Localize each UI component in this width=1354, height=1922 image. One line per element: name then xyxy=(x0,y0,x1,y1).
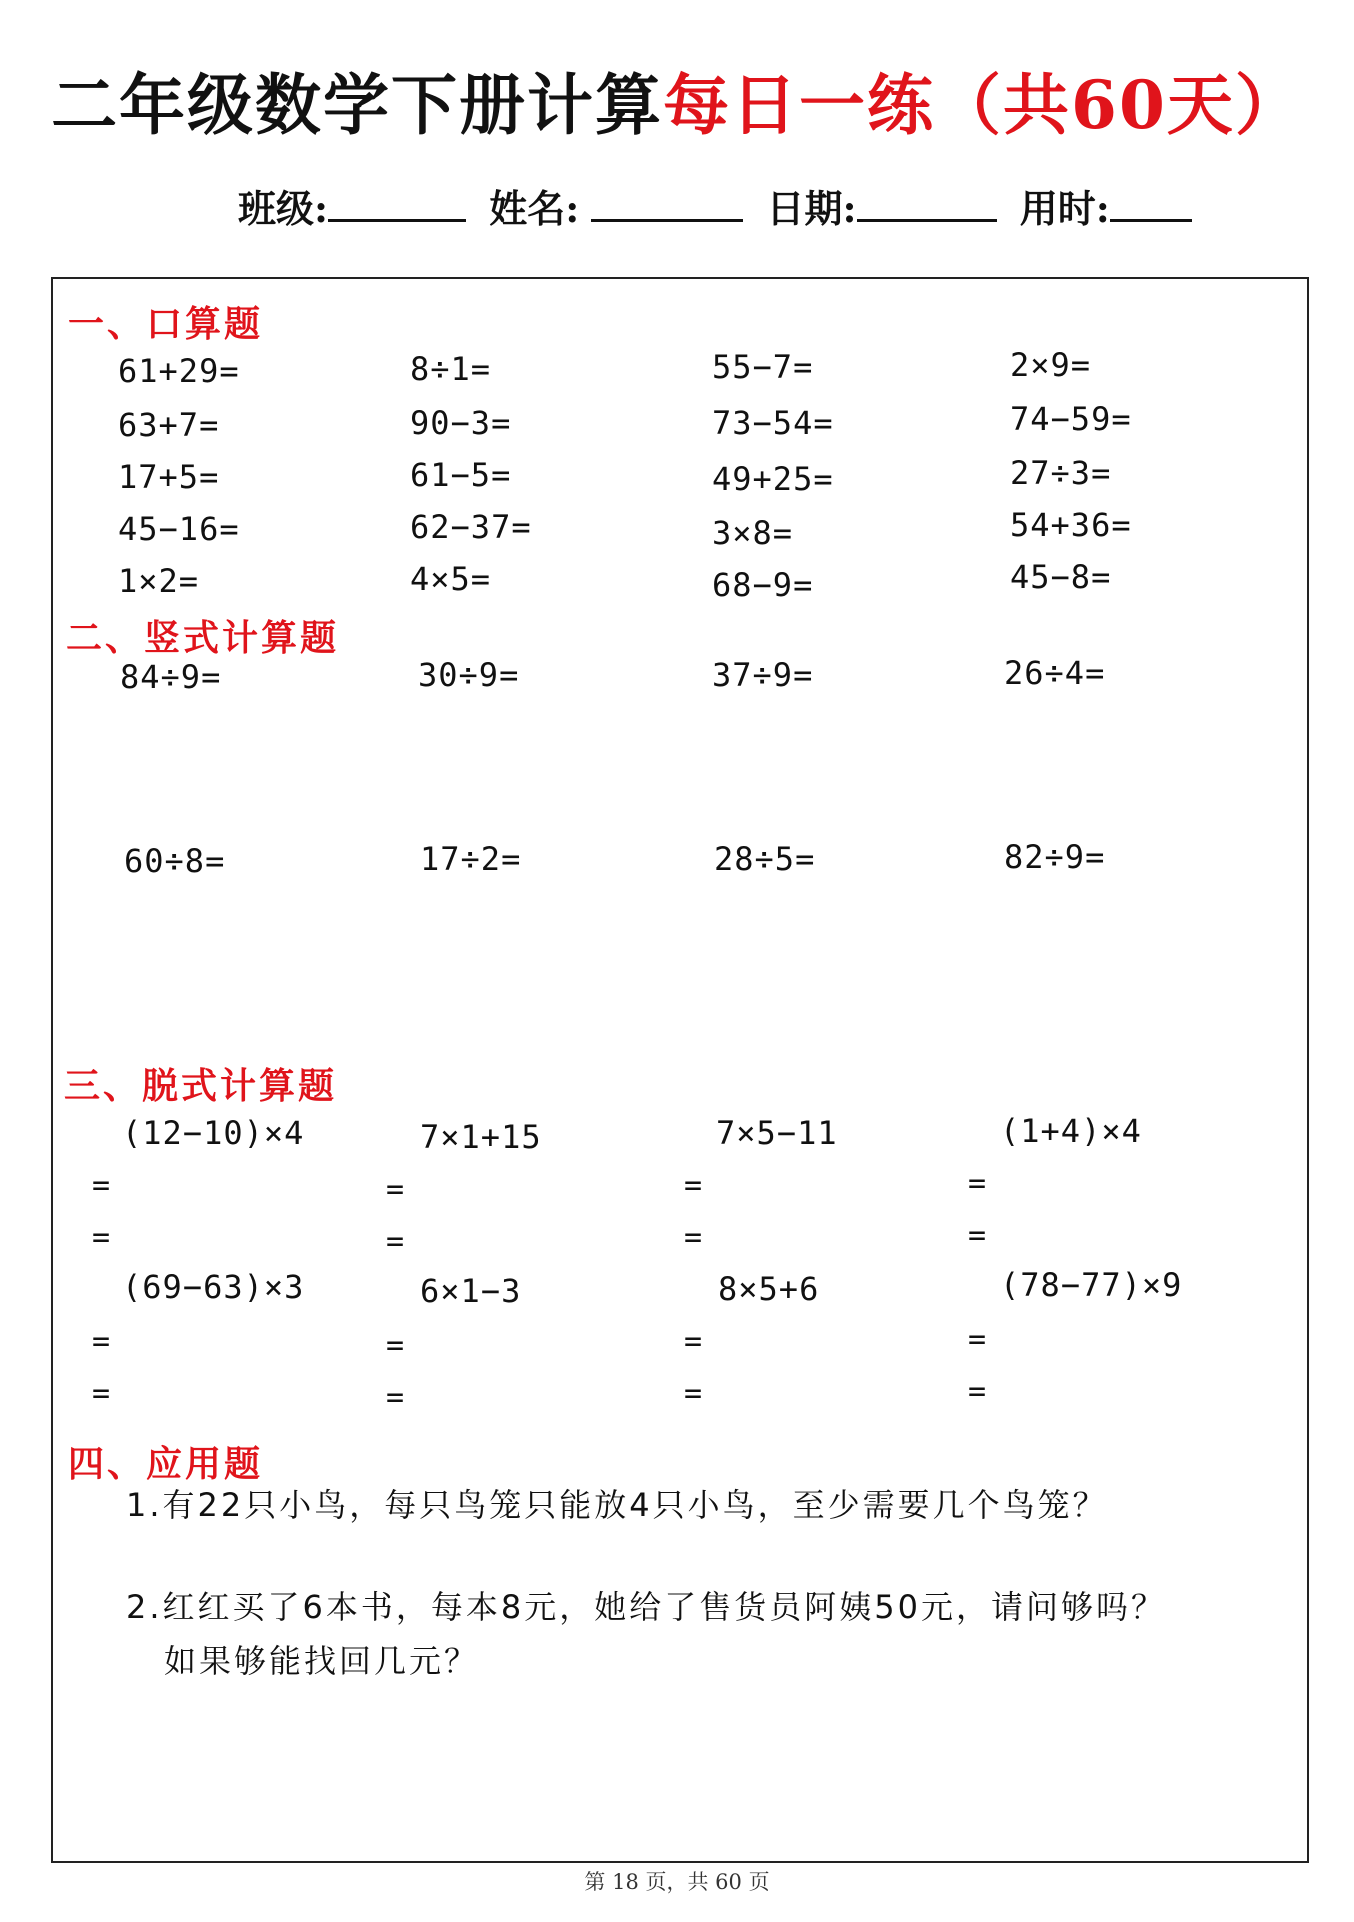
vertical-problem: 82÷9= xyxy=(1004,838,1106,876)
vertical-problem: 26÷4= xyxy=(1004,654,1106,692)
time-label: 用时: xyxy=(1019,186,1110,231)
vertical-problem: 37÷9= xyxy=(712,656,814,694)
oral-problem: 17+5= xyxy=(118,458,220,496)
equals-sign: = xyxy=(968,1322,987,1357)
oral-problem: 49+25= xyxy=(712,460,834,498)
stepwise-problem: (1+4)×4 xyxy=(1000,1112,1142,1150)
word-problem-2: 2.红红买了6本书，每本8元，她给了售货员阿姨50元，请问够吗？ xyxy=(126,1588,1166,1626)
oral-problem: 3×8= xyxy=(712,514,794,552)
equals-sign: = xyxy=(92,1220,111,1255)
equals-sign: = xyxy=(386,1328,405,1363)
oral-problem: 54+36= xyxy=(1010,506,1132,544)
section-oral-heading: 一、口算题 xyxy=(68,303,264,345)
oral-problem: 61−5= xyxy=(410,456,512,494)
title-black: 二年级数学下册计算 xyxy=(51,66,664,144)
oral-problem: 1×2= xyxy=(118,562,200,600)
equals-sign: = xyxy=(92,1376,111,1411)
word-problem-2-cont: 如果够能找回几元？ xyxy=(164,1642,480,1680)
equals-sign: = xyxy=(968,1374,987,1409)
vertical-problem: 84÷9= xyxy=(120,658,222,696)
equals-sign: = xyxy=(684,1376,703,1411)
equals-sign: = xyxy=(684,1220,703,1255)
oral-problem: 45−8= xyxy=(1010,558,1112,596)
equals-sign: = xyxy=(968,1166,987,1201)
equals-sign: = xyxy=(684,1168,703,1203)
vertical-problem: 28÷5= xyxy=(714,840,816,878)
vertical-problem: 17÷2= xyxy=(420,840,522,878)
class-blank[interactable] xyxy=(328,183,466,222)
equals-sign: = xyxy=(386,1380,405,1415)
vertical-problem: 60÷8= xyxy=(124,842,226,880)
class-label: 班级: xyxy=(238,186,329,231)
oral-problem: 63+7= xyxy=(118,406,220,444)
oral-problem: 74−59= xyxy=(1010,400,1132,438)
section-stepwise-heading: 三、脱式计算题 xyxy=(64,1065,338,1107)
name-blank[interactable] xyxy=(591,183,743,222)
date-blank[interactable] xyxy=(857,183,997,222)
word-problem-1: 1.有22只小鸟，每只鸟笼只能放4只小鸟，至少需要几个鸟笼？ xyxy=(126,1486,1108,1524)
oral-problem: 73−54= xyxy=(712,404,834,442)
equals-sign: = xyxy=(92,1324,111,1359)
oral-problem: 55−7= xyxy=(712,348,814,386)
vertical-problem: 30÷9= xyxy=(418,656,520,694)
stepwise-problem: 7×5−11 xyxy=(716,1114,838,1152)
stepwise-problem: 8×5+6 xyxy=(718,1270,820,1308)
equals-sign: = xyxy=(92,1168,111,1203)
equals-sign: = xyxy=(684,1324,703,1359)
page-footer: 第 18 页，共 60 页 xyxy=(584,1870,770,1894)
title-red: 每日一练（共60天） xyxy=(663,66,1303,144)
stepwise-problem: 6×1−3 xyxy=(420,1272,522,1310)
page-title xyxy=(0,52,1354,147)
stepwise-problem: (69−63)×3 xyxy=(122,1268,305,1306)
equals-sign: = xyxy=(386,1172,405,1207)
equals-sign: = xyxy=(968,1218,987,1253)
student-info-row xyxy=(238,178,1202,233)
oral-problem: 4×5= xyxy=(410,560,492,598)
equals-sign: = xyxy=(386,1224,405,1259)
oral-problem: 27÷3= xyxy=(1010,454,1112,492)
stepwise-problem: (12−10)×4 xyxy=(122,1114,305,1152)
stepwise-problem: 7×1+15 xyxy=(420,1118,542,1156)
section-vertical-heading: 二、竖式计算题 xyxy=(66,617,340,659)
section-word-heading: 四、应用题 xyxy=(68,1443,264,1485)
oral-problem: 90−3= xyxy=(410,404,512,442)
date-label: 日期: xyxy=(766,186,857,231)
oral-problem: 2×9= xyxy=(1010,346,1092,384)
oral-problem: 62−37= xyxy=(410,508,532,546)
oral-problem: 8÷1= xyxy=(410,350,492,388)
time-blank[interactable] xyxy=(1110,183,1192,222)
oral-problem: 45−16= xyxy=(118,510,240,548)
oral-problem: 68−9= xyxy=(712,566,814,604)
stepwise-problem: (78−77)×9 xyxy=(1000,1266,1183,1304)
name-label: 姓名: xyxy=(489,186,580,231)
oral-problem: 61+29= xyxy=(118,352,240,390)
